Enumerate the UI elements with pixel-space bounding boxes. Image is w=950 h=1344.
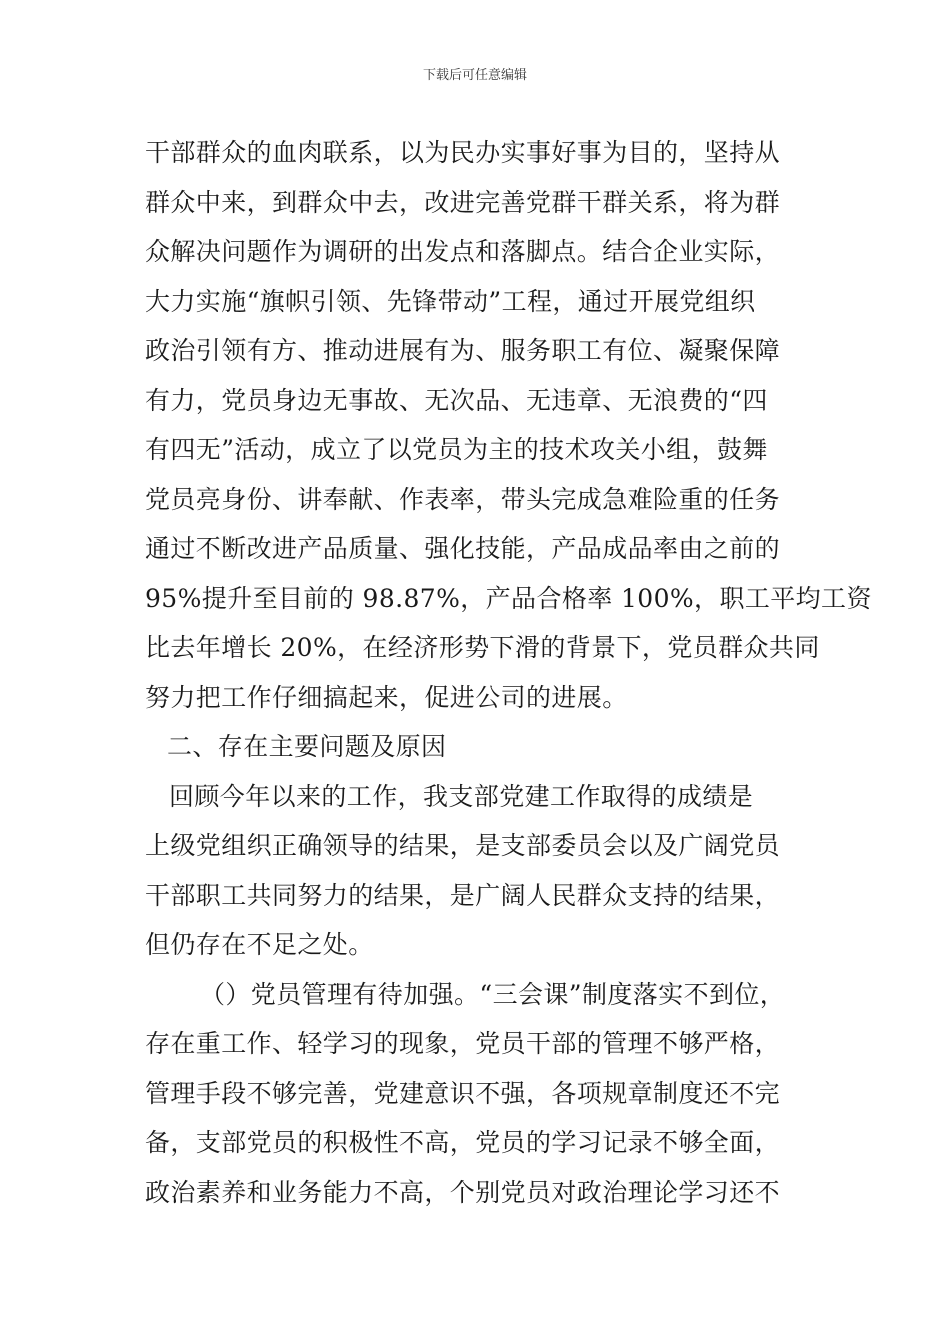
header-note: 下载后可任意编辑: [422, 68, 527, 83]
section-heading: 二、存在主要问题及原因: [167, 732, 447, 761]
body-line: 众解决问题作为调研的出发点和落脚点。结合企业实际，: [145, 237, 781, 266]
body-line: 干部群众的血肉联系，以为民办实事好事为目的，坚持从: [145, 138, 781, 167]
body-line: 备，支部党员的积极性不高，党员的学习记录不够全面，: [145, 1128, 781, 1157]
body-line: 政治素养和业务能力不高，个别党员对政治理论学习还不: [145, 1177, 781, 1207]
body-line: 通过不断改进产品质量、强化技能，产品成品率由之前的: [145, 534, 781, 563]
body-line: 上级党组织正确领导的结果，是支部委员会以及广阔党员: [145, 831, 781, 860]
body-line: 干部职工共同努力的结果，是广阔人民群众支持的结果，: [145, 880, 781, 910]
document-body: [145, 128, 872, 1217]
paragraph-first-line: （）党员管理有待加强。“三会课”制度落实不到位，: [200, 979, 786, 1009]
body-line: 有力，党员身边无事故、无次品、无违章、无浪费的“四: [145, 385, 768, 415]
body-line: 存在重工作、轻学习的现象，党员干部的管理不够严格，: [145, 1029, 781, 1058]
body-line: 群众中来，到群众中去，改进完善党群干群关系，将为群: [145, 187, 781, 217]
body-line: 党员亮身份、讲奉献、作表率，带头完成急难险重的任务: [145, 484, 781, 514]
body-line: 但仍存在不足之处。: [145, 930, 374, 959]
paragraph-first-line: 回顾今年以来的工作，我支部党建工作取得的成绩是: [169, 781, 754, 811]
body-line: 大力实施“旗帜引领、先锋带动”工程，通过开展党组织: [145, 286, 756, 316]
body-line: 政治引领有方、推动进展有为、服务职工有位、凝聚保障: [145, 336, 781, 365]
body-line: 努力把工作仔细搞起来，促进公司的进展。: [145, 682, 628, 712]
body-line: 管理手段不够完善，党建意识不强，各项规章制度还不完: [145, 1078, 781, 1108]
body-line: 95%提升至目前的 98.87%，产品合格率 100%，职工平均工资: [145, 583, 872, 613]
body-line: 有四无”活动，成立了以党员为主的技术攻关小组，鼓舞: [145, 435, 768, 464]
body-line: 比去年增长 20%，在经济形势下滑的背景下，党员群众共同: [145, 633, 820, 662]
